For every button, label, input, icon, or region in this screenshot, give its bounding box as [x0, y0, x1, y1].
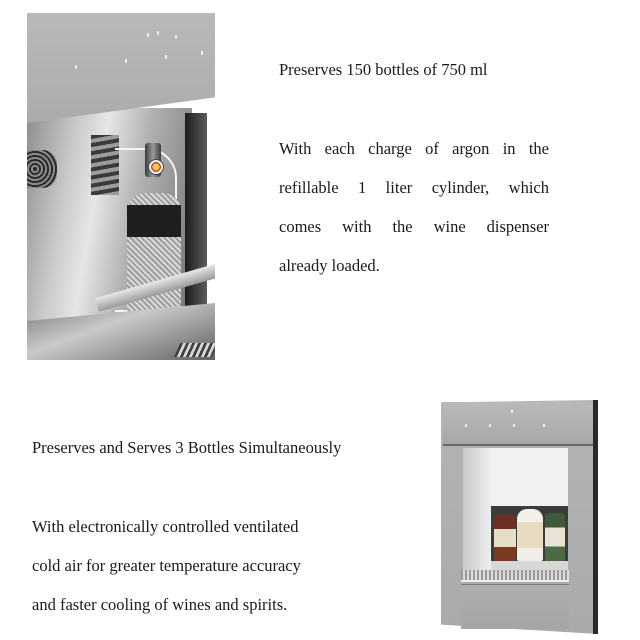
bottle-icon [545, 513, 565, 561]
bottle-icon [494, 515, 516, 561]
paragraph-line: and faster cooling of wines and spirits. [32, 595, 288, 614]
touch-control-dot [201, 51, 203, 55]
product-photo-front-view [441, 400, 598, 634]
drip-tray [461, 570, 569, 582]
window-upper-panel [491, 448, 568, 508]
touch-control-dot [165, 55, 167, 59]
paragraph-line: With each charge of argon in the [279, 139, 549, 158]
lower-panel [461, 584, 569, 629]
touch-control-dot [147, 33, 149, 37]
glass-control-panel [27, 13, 215, 123]
glass-control-panel [443, 402, 593, 446]
touch-control-dot [75, 65, 77, 69]
paragraph-line: already loaded. [279, 256, 380, 275]
feature-heading-capacity: Preserves 150 bottles of 750 ml [279, 60, 488, 79]
mounting-rack [174, 343, 215, 357]
dispenser-side-edge [593, 400, 598, 634]
feature-paragraph-argon [279, 129, 549, 285]
touch-control-dot [175, 35, 177, 39]
product-photo-argon-cylinder [27, 13, 215, 360]
feature-heading-three-bottles: Preserves and Serves 3 Bottles Simultaneously [32, 438, 342, 457]
bottle-window [463, 448, 568, 574]
paragraph-line: comes with the wine dispenser [279, 217, 549, 236]
cooling-fan [27, 150, 57, 188]
window-side-wall [463, 448, 491, 574]
touch-control-dot [513, 424, 515, 427]
bottle-icon [517, 509, 543, 561]
cylinder-strap [127, 205, 181, 237]
touch-control-dot [489, 424, 491, 427]
touch-control-dot [543, 424, 545, 427]
paragraph-line: refillable 1 liter cylinder, which [279, 178, 549, 197]
touch-control-dot [465, 424, 467, 427]
touch-control-dot [125, 59, 127, 63]
feature-paragraph-cooling [32, 507, 362, 624]
paragraph-line: cold air for greater temperature accuracy [32, 556, 301, 575]
pressure-gauge [148, 159, 164, 175]
paragraph-line: With electronically controlled ventilated [32, 517, 299, 536]
touch-control-dot [157, 31, 159, 35]
touch-control-dot [511, 410, 513, 413]
